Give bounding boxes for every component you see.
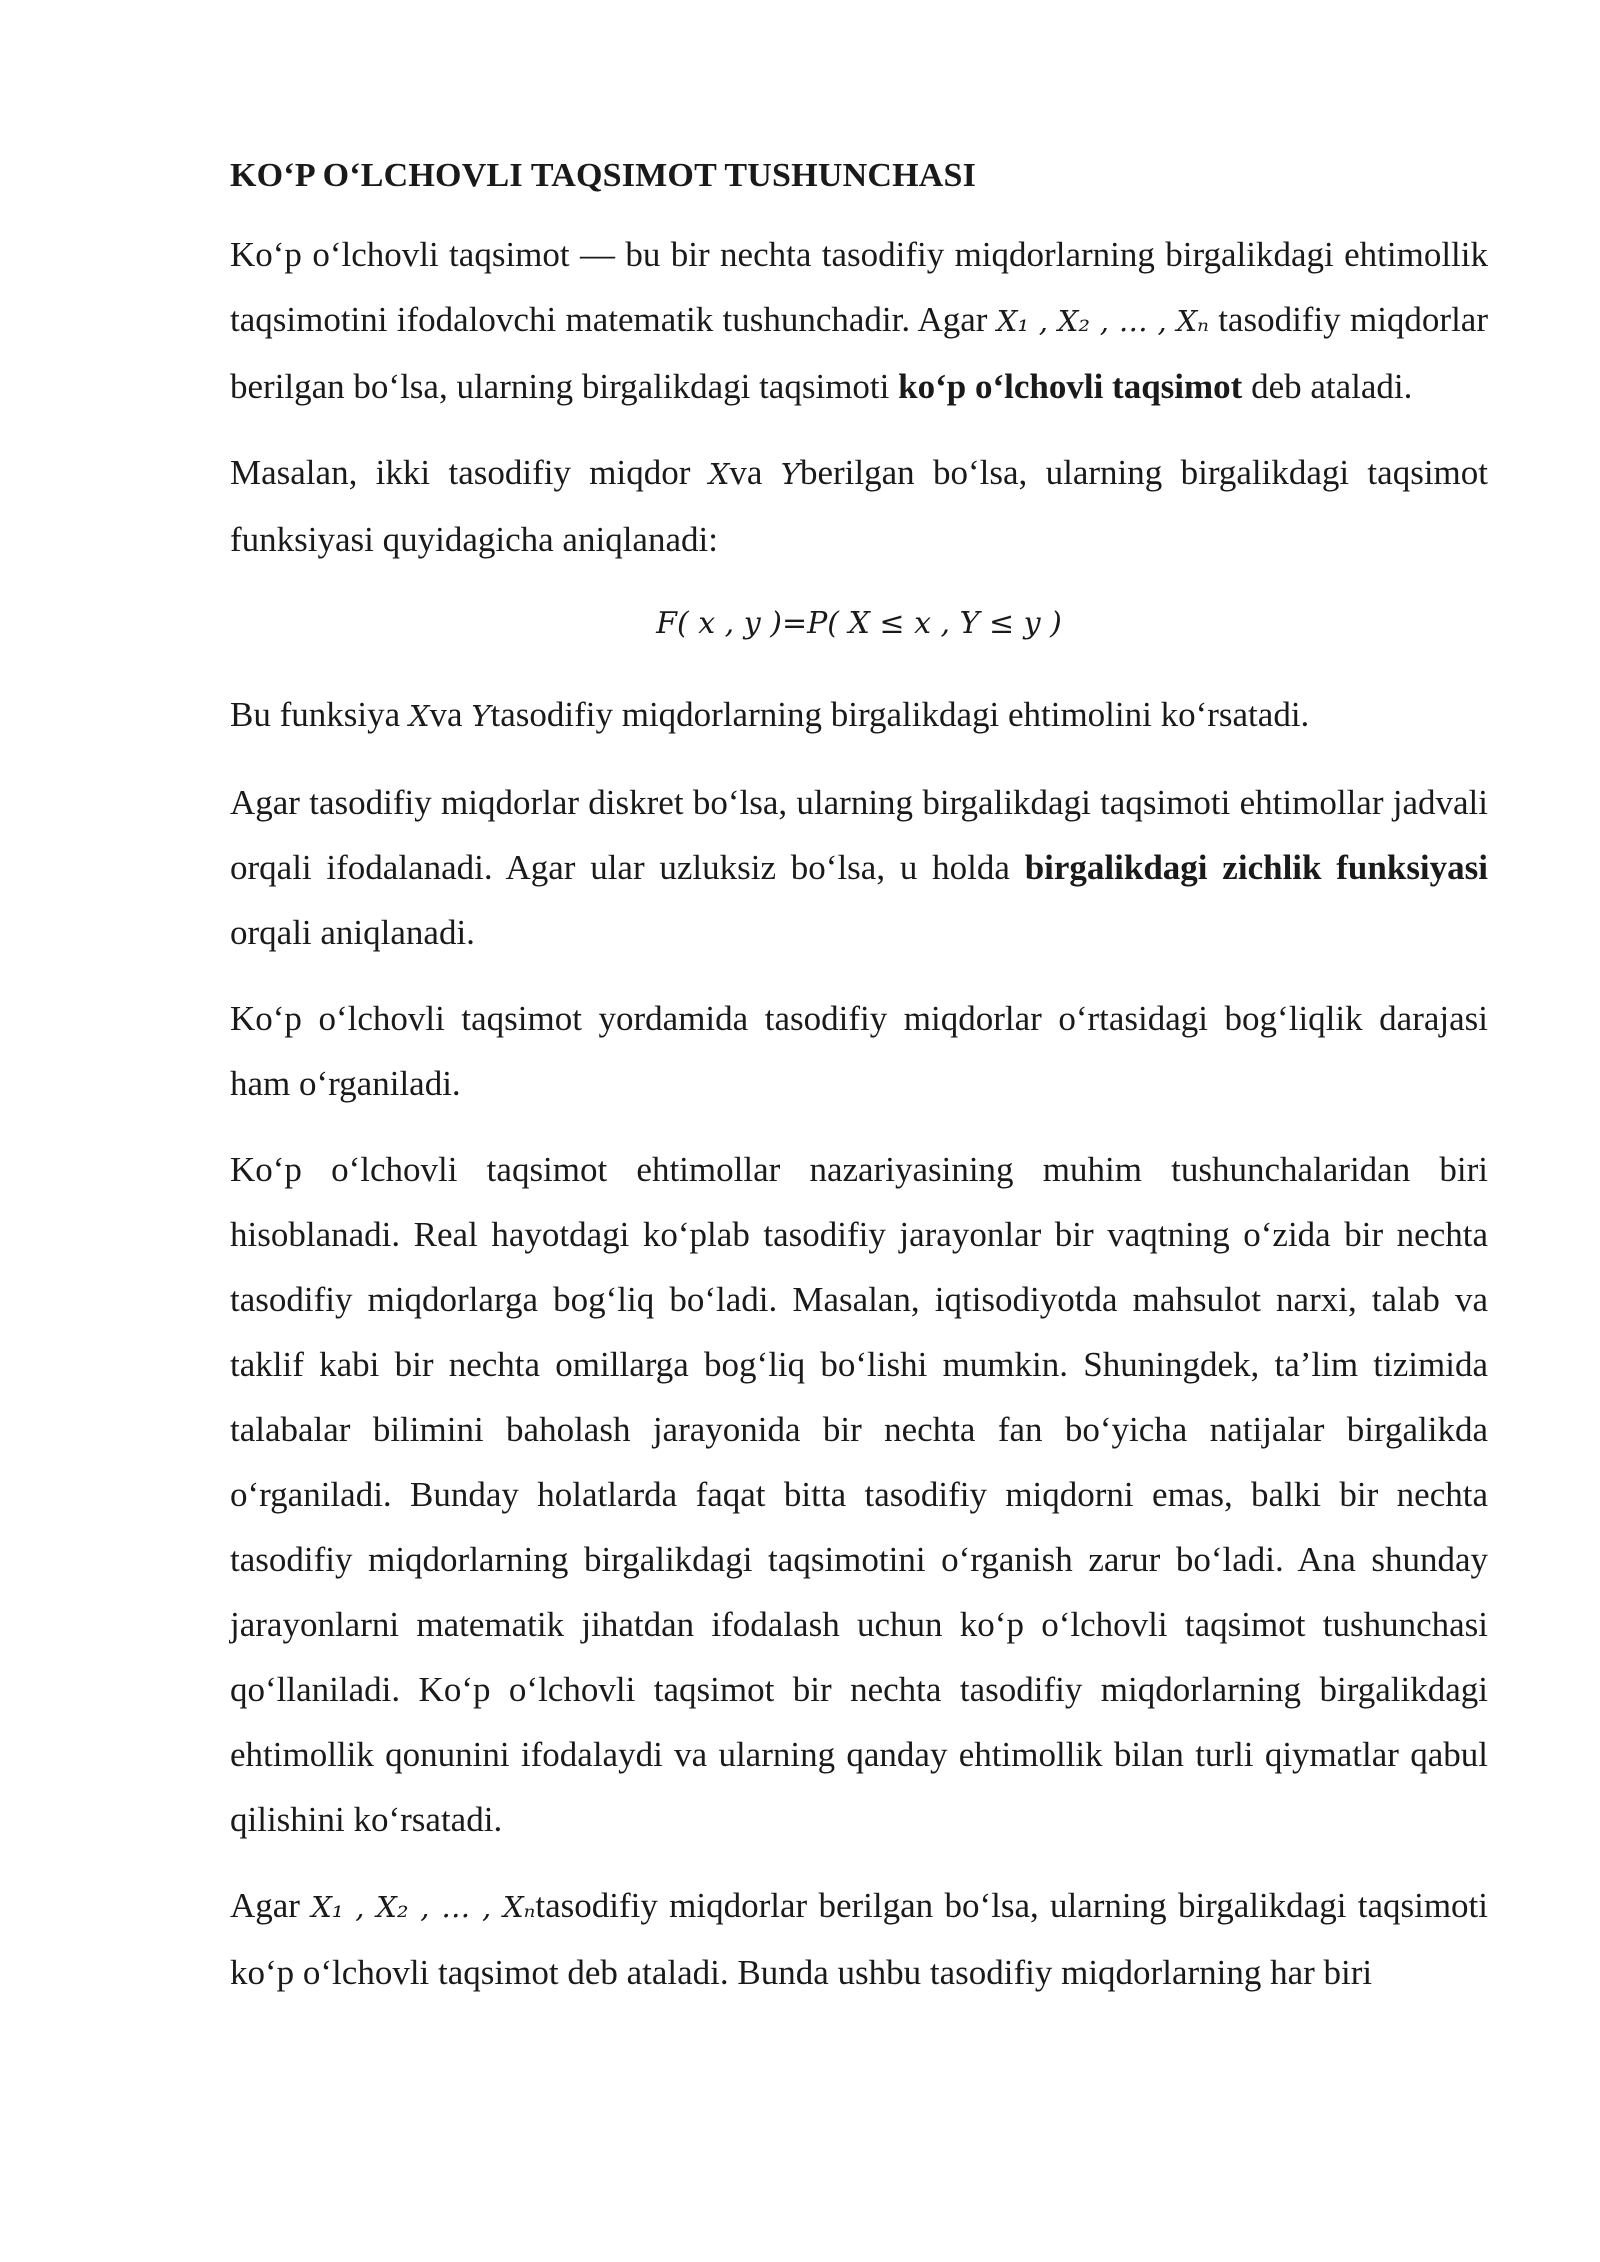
paragraph-importance: Ko‘p o‘lchovli taqsimot ehtimollar nazariyasining muhim tushunchalaridan biri hisoblanadi. Real hayotdagi ko‘plab tasodifiy jarayonlar bir vaqtning o‘zida bir nechta tasodifiy miqdorlarga bog‘liq bo‘ladi. Masalan, iqtisodiyotda mahsulot narxi, talab va taklif kabi bir nechta omillarga bog‘liq bo‘lishi mumkin. Shuningdek, ta’lim tizimida talabalar bilimini baholash jarayonida bir nechta fan bo‘yicha natijalar birgalikda o‘rganiladi. Bunday holatlarda faqat bitta tasodifiy miqdorni emas, balki bir nechta tasodifiy miqdorlarning birgalikdagi taqsimotini o‘rganish zarur bo‘ladi. Ana shunday jarayonlarni matematik jihatdan ifodalash uchun ko‘p o‘lchovli taqsimot tushunchasi qo‘llaniladi. Ko‘p o‘lchovli taqsimot bir nechta tasodifiy miqdorlarning birgalikdagi ehtimollik qonunini ifodalaydi va ularning qanday ehtimollik bilan turli qiymatlar qabul qilishini ko‘rsatadi. <box>230 1150 1488 1839</box>
text-run: va <box>729 453 781 492</box>
text-run: Bu funksiya <box>230 695 409 734</box>
text-run: tasodifiy miqdorlar berilgan bo‘lsa, ularning birgalikdagi taqsimoti <box>230 300 1488 406</box>
bold-term: birgalikdagi zichlik funksiyasi <box>1024 848 1489 887</box>
text-run: Ko‘p o‘lchovli taqsimot — bu bir nechta tasodifiy miqdorlarning birgalikdagi ehtimollik taqsimotini ifodalovchi matematik tushunchadir. Agar <box>230 235 1488 339</box>
paragraph-dependence: Ko‘p o‘lchovli taqsimot yordamida tasodifiy miqdorlar o‘rtasidagi bog‘liqlik darajasi ham o‘rganiladi. <box>230 999 1488 1103</box>
math-variable-y: Y <box>780 457 800 491</box>
text-run: Masalan, ikki tasodifiy miqdor <box>230 453 709 492</box>
paragraph-discrete-continuous <box>230 770 1488 965</box>
text-run: va <box>429 695 472 734</box>
document-page <box>230 150 1488 2026</box>
math-variable-x: X <box>708 457 730 491</box>
distribution-formula <box>230 591 1488 661</box>
paragraph-explanation <box>230 682 1488 749</box>
text-run: tasodifiy miqdorlar berilgan bo‘lsa, ularning birgalikdagi taqsimoti ko‘p o‘lchovli taqsimot deb ataladi. Bunda ushbu tasodifiy miqdorlarning har biri <box>230 1886 1488 1992</box>
text-run: deb ataladi. <box>1242 367 1413 406</box>
text-run: orqali aniqlanadi. <box>230 913 475 952</box>
math-variable-y: Y <box>471 699 491 733</box>
math-variables-list: X₁ , X₂ , … , Xₙ <box>996 304 1209 338</box>
bold-term: ko‘p o‘lchovli taqsimot <box>898 367 1243 406</box>
math-variable-x: X <box>408 699 430 733</box>
paragraph-continuation <box>230 1873 1488 2005</box>
math-variables-list: X₁ , X₂ , … , Xₙ <box>311 1890 536 1924</box>
document-title: KO‘P O‘LCHOVLI TAQSIMOT TUSHUNCHASI <box>230 157 977 194</box>
text-run: tasodifiy miqdorlarning birgalikdagi ehtimolini ko‘rsatadi. <box>490 695 1310 734</box>
text-run: berilgan bo‘lsa, ularning birgalikdagi taqsimot funksiyasi quyidagicha aniqlanadi: <box>230 453 1488 559</box>
text-run: Agar tasodifiy miqdorlar diskret bo‘lsa, ularning birgalikdagi taqsimoti ehtimollar jadvali orqali ifodalanadi. Agar ular uzluksiz bo‘lsa, u holda <box>230 783 1488 887</box>
formula-text: F( x , y )=P( X ≤ x , Y ≤ y ) <box>656 606 1062 641</box>
paragraph-definition <box>230 222 1488 419</box>
paragraph-example <box>230 440 1488 572</box>
text-run: Agar <box>230 1886 312 1925</box>
